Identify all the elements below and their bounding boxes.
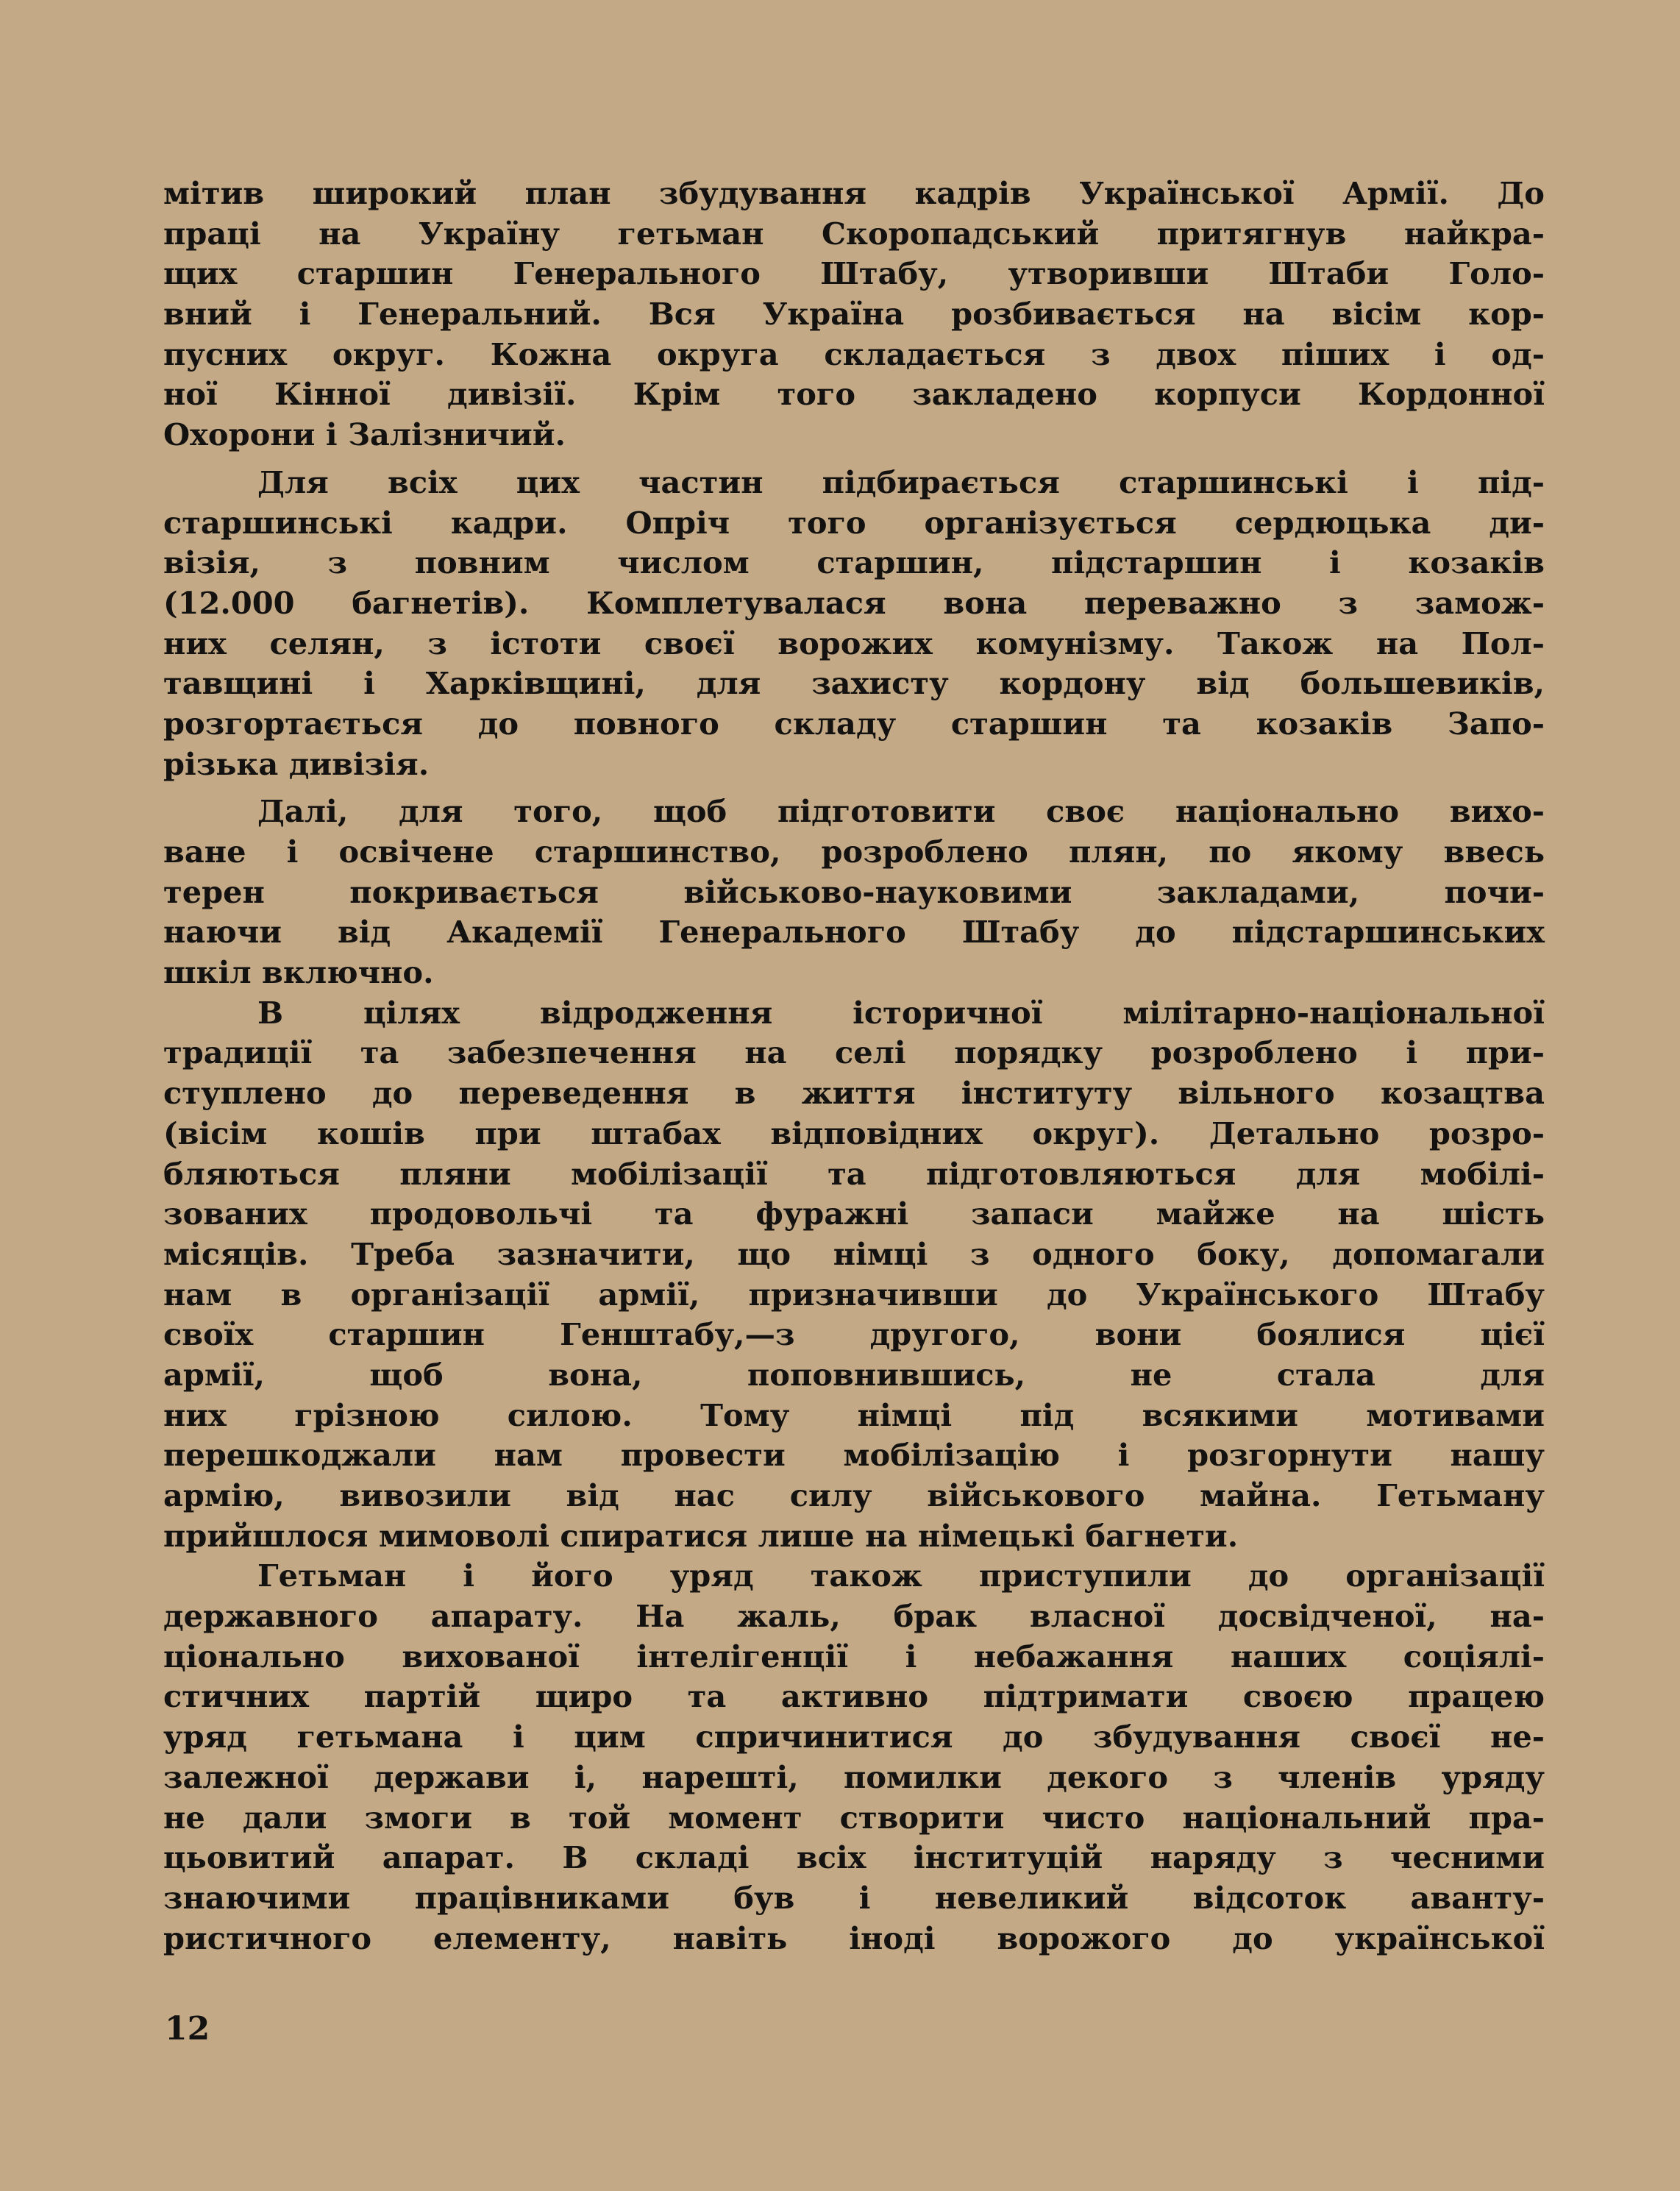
paragraph-3: [163, 792, 1545, 992]
text-line: (вісім кошів при штабах відповідних округ). Детально розро-: [163, 1115, 1545, 1151]
text-line: армії, щоб вона, поповнившись, не стала для: [163, 1356, 1545, 1393]
text-line: наючи від Академії Генерального Штабу до підстаршинських: [163, 914, 1545, 951]
text-line: армію, вивозили від нас силу військового майна. Гетьману: [163, 1477, 1545, 1513]
text-line: різька дивізія.: [163, 745, 430, 782]
text-line: ної Кінної дивізії. Крім того закладено корпуси Кордонної: [163, 376, 1545, 413]
text-line: щих старшин Генерального Штабу, утворивши Штаби Голо-: [163, 255, 1545, 292]
paragraph-1: [163, 174, 1545, 455]
text-line: тавщині і Харківщині, для захисту кордону від большевиків,: [163, 665, 1545, 702]
text-line: Для всіх цих частин підбирається старшинські і під-: [257, 464, 1545, 500]
text-line: ване і освічене старшинство, розроблено плян, по якому ввесь: [163, 834, 1545, 870]
text-line: знаючими працівниками був і невеликий відсоток аванту-: [163, 1879, 1545, 1916]
paragraph-5: [163, 1556, 1545, 1959]
text-line: стичних партій щиро та активно підтримати своєю працею: [163, 1678, 1545, 1715]
text-line: Охорони і Залізничий.: [163, 416, 566, 453]
text-line: шкіл включно.: [163, 954, 434, 991]
text-line: перешкоджали нам провести мобілізацію і розгорнути нашу: [163, 1437, 1545, 1474]
paragraph-gap: [163, 455, 1545, 463]
text-line: традиції та забезпечення на селі порядку розроблено і при-: [163, 1034, 1545, 1071]
text-line: (12.000 багнетів). Комплетувалася вона переважно з замож-: [163, 584, 1545, 621]
text-line: вний і Генеральний. Вся Україна розбивається на вісім кор-: [163, 296, 1545, 333]
text-line: В цілях відродження історичної мілітарно-національної: [257, 994, 1545, 1031]
body-text: [163, 174, 1545, 1959]
text-line: пусних округ. Кожна округа складається з двох піших і од-: [163, 335, 1545, 372]
page-number: 12: [165, 2010, 210, 2048]
paragraph-4: [163, 993, 1545, 1557]
text-line: цьовитий апарат. В складі всіх інституцій наряду з чесними: [163, 1839, 1545, 1876]
text-line: праці на Україну гетьман Скоропадський притягнув найкра-: [163, 215, 1545, 252]
text-line: візія, з повним числом старшин, підстаршин і козаків: [163, 544, 1545, 581]
text-line: прийшлося мимоволі спиратися лише на німецькі багнети.: [163, 1517, 1239, 1554]
text-line: них грізною силою. Тому німці під всякими мотивами: [163, 1396, 1545, 1433]
paragraph-gap: [163, 784, 1545, 792]
text-line: ристичного елементу, навіть іноді ворожого до української: [163, 1920, 1545, 1956]
text-line: місяців. Треба зазначити, що німці з одного боку, допомагали: [163, 1235, 1545, 1272]
text-line: старшинські кадри. Опріч того організується сердюцька ди-: [163, 504, 1545, 541]
text-line: розгортається до повного складу старшин та козаків Запо-: [163, 705, 1545, 742]
text-line: державного апарату. На жаль, брак власної досвідченої, на-: [163, 1598, 1545, 1635]
text-line: бляються пляни мобілізації та підготовляються для мобілі-: [163, 1155, 1545, 1192]
text-line: терен покривається військово-науковими закладами, почи-: [163, 873, 1545, 910]
text-line: мітив широкий план збудування кадрів Української Армії. До: [163, 175, 1545, 211]
text-line: Далі, для того, щоб підготовити своє національно вихо-: [257, 793, 1545, 830]
text-line: ступлено до переведення в життя інституту вільного козацтва: [163, 1075, 1545, 1112]
text-line: ціонально вихованої інтелігенції і небажання наших соціялі-: [163, 1638, 1545, 1675]
text-line: залежної держави і, нарешті, помилки декого з членів уряду: [163, 1758, 1545, 1795]
text-line: Гетьман і його уряд також приступили до організації: [257, 1558, 1545, 1594]
text-line: нам в організації армії, призначивши до Українського Штабу: [163, 1276, 1545, 1313]
paragraph-2: [163, 463, 1545, 785]
text-line: зованих продовольчі та фуражні запаси майже на шість: [163, 1196, 1545, 1232]
text-line: не дали змоги в той момент створити чисто національний пра-: [163, 1799, 1545, 1836]
text-line: уряд гетьмана і цим спричинитися до збудування своєї не-: [163, 1719, 1545, 1755]
text-line: них селян, з істоти своєї ворожих комунізму. Також на Пол-: [163, 625, 1545, 661]
text-line: своїх старшин Генштабу,—з другого, вони боялися цієї: [163, 1316, 1545, 1353]
